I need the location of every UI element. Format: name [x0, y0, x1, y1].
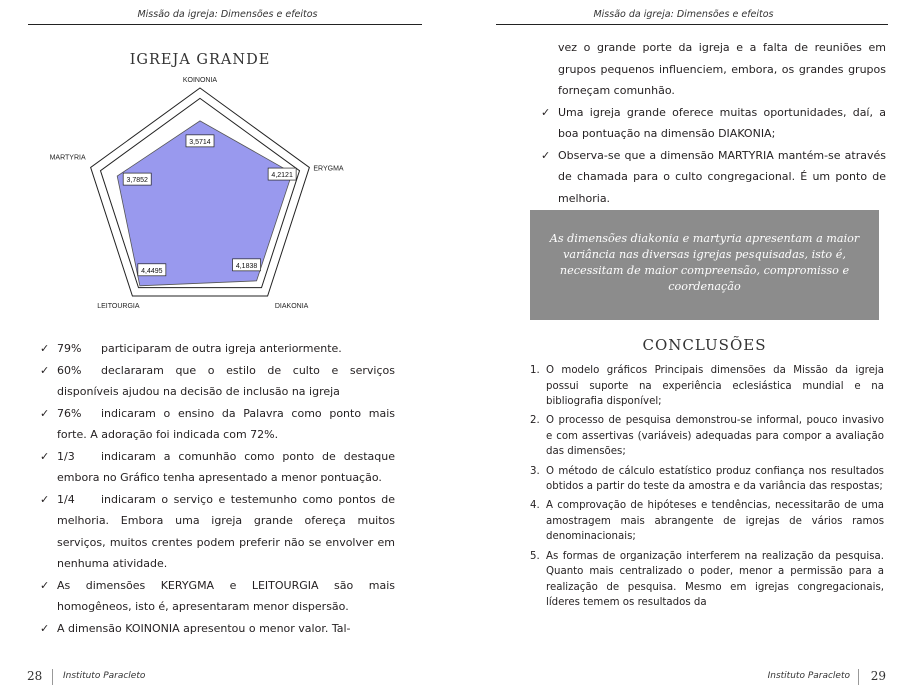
conclusion-item	[530, 498, 884, 545]
right-bullet-list	[541, 37, 886, 209]
conclusion-number: 2.	[530, 415, 540, 427]
left-bullet-list	[40, 338, 395, 639]
bullet-stat: 79%	[57, 342, 82, 355]
bullet-text: participaram de outra igreja anteriormente.	[101, 342, 342, 355]
list-item	[40, 489, 395, 575]
list-item	[541, 102, 886, 145]
callout-box: As dimensões diakonia e martyria apresentam a maior variância nas diversas igrejas pesquisadas, isto é, necessitam de maior compreensão, compromisso e coordenação	[530, 210, 879, 320]
continuation-text: vez o grande porte da igreja e a falta de reuniões em grupos pequenos influenciem, embora, os grandes grupos forneçam comunhão.	[558, 41, 886, 97]
bullet-text: As dimensões KERYGMA e LEITOURGIA são mais homogêneos, isto é, apresentaram menor dispersão.	[57, 578, 395, 613]
footer-right	[686, 669, 886, 687]
bullet-stat: 60%	[57, 363, 82, 377]
value-label: 3,7852	[126, 177, 148, 185]
bullet-text: indicaram o serviço e testemunho como pontos de melhoria. Embora uma igreja grande ofereça muitos serviços, muitos crentes podem preferir não se envolver em nenhuma atividade.	[57, 492, 395, 570]
checkmark-icon: ✓	[541, 148, 551, 162]
list-item	[40, 338, 395, 360]
conclusion-item	[530, 413, 884, 460]
right-page	[456, 0, 911, 695]
footer-separator	[858, 669, 859, 685]
axis-label: MARTYRIA	[49, 154, 86, 162]
axis-label: LEITOURGIA	[97, 303, 140, 310]
list-item	[40, 575, 395, 618]
checkmark-icon: ✓	[40, 492, 50, 506]
conclusions-title: CONCLUSÕES	[642, 336, 767, 354]
bullet-text: A dimensão KOINONIA apresentou o menor valor. Tal-	[57, 621, 351, 635]
list-item	[40, 446, 395, 489]
conclusion-number: 4.	[530, 500, 540, 512]
running-head-left: Missão da igreja: Dimensões e efeitos	[137, 9, 318, 20]
checkmark-icon: ✓	[40, 342, 50, 355]
conclusion-text: As formas de organização interferem na realização da pesquisa. Quanto mais centralizado o poder, menor a permissão para a realização de pesquisa. Mesmo em igrejas congregacionais, líderes temem os resultados da	[546, 550, 884, 609]
checkmark-icon: ✓	[541, 105, 551, 119]
conclusion-number: 1.	[530, 365, 540, 376]
value-label: 4,2121	[271, 172, 293, 180]
bullet-stat: 76%	[57, 406, 82, 420]
list-item	[40, 618, 395, 640]
conclusion-number: 3.	[530, 465, 540, 477]
bullet-text: Uma igreja grande oferece muitas oportunidades, daí, a boa pontuação na dimensão DIAKONIA;	[558, 105, 886, 140]
checkmark-icon: ✓	[40, 363, 50, 377]
footer-separator	[52, 669, 53, 685]
radar-chart	[28, 70, 348, 310]
header-rule	[496, 24, 888, 25]
checkmark-icon: ✓	[40, 406, 50, 420]
value-label: 3,5714	[189, 138, 211, 146]
value-label: 4,1838	[235, 262, 258, 270]
conclusion-text: O processo de pesquisa demonstrou-se informal, pouco invasivo e com assertivas (variáveis) adequadas para compor a avaliação das dimensões;	[546, 415, 884, 458]
header-rule	[28, 24, 422, 25]
bullet-text: indicaram o ensino da Palavra como ponto mais forte. A adoração foi indicada com 72%.	[57, 406, 395, 441]
checkmark-icon: ✓	[40, 449, 50, 463]
axis-label: DIAKONIA	[274, 303, 309, 310]
bullet-stat: 1/3	[57, 449, 75, 463]
list-item	[40, 360, 395, 403]
conclusion-item	[530, 549, 884, 611]
value-label: 4,4495	[141, 267, 163, 275]
page-number-left: 28	[27, 669, 43, 683]
list-item	[541, 145, 886, 210]
footer-publisher-right: Instituto Paracleto	[767, 671, 850, 681]
bullet-text: indicaram a comunhão como ponto de destaque embora no Gráfico tenha apresentado a menor pontuação.	[57, 449, 395, 484]
list-item	[40, 403, 395, 446]
conclusion-number: 5.	[530, 550, 540, 562]
conclusion-text: A comprovação de hipóteses e tendências, necessitarão de uma amostragem mais abrangente de igrejas de vários ramos denominacionais;	[546, 500, 884, 543]
conclusions-list	[530, 363, 884, 614]
bullet-text: declararam que o estilo de culto e serviços disponíveis ajudou na decisão de inclusão na igreja	[57, 363, 395, 398]
chart-title: IGREJA GRANDE	[129, 52, 271, 68]
axis-label: ERYGMA	[313, 165, 344, 173]
bullet-text: Observa-se que a dimensão MARTYRIA mantém-se através de chamada para o culto congregacional. É um ponto de melhoria.	[558, 148, 886, 205]
conclusion-item	[530, 464, 884, 495]
left-page	[0, 0, 455, 695]
conclusion-item	[530, 363, 884, 410]
checkmark-icon: ✓	[40, 621, 50, 635]
axis-label: KOINONIA	[182, 77, 218, 84]
bullet-stat: 1/4	[57, 492, 75, 506]
checkmark-icon: ✓	[40, 578, 50, 592]
page-number-right: 29	[870, 669, 886, 683]
conclusion-text: O método de cálculo estatístico produz confiança nos resultados obtidos a partir do teste da amostra e da variância das respostas;	[546, 465, 884, 493]
running-head-right: Missão da igreja: Dimensões e efeitos	[593, 9, 774, 20]
footer-publisher-left: Instituto Paracleto	[63, 671, 146, 681]
conclusion-text: O modelo gráficos Principais dimensões da Missão da igreja possui suporte na experiência eclesiástica mundial e na bibliografia disponível;	[546, 365, 884, 408]
